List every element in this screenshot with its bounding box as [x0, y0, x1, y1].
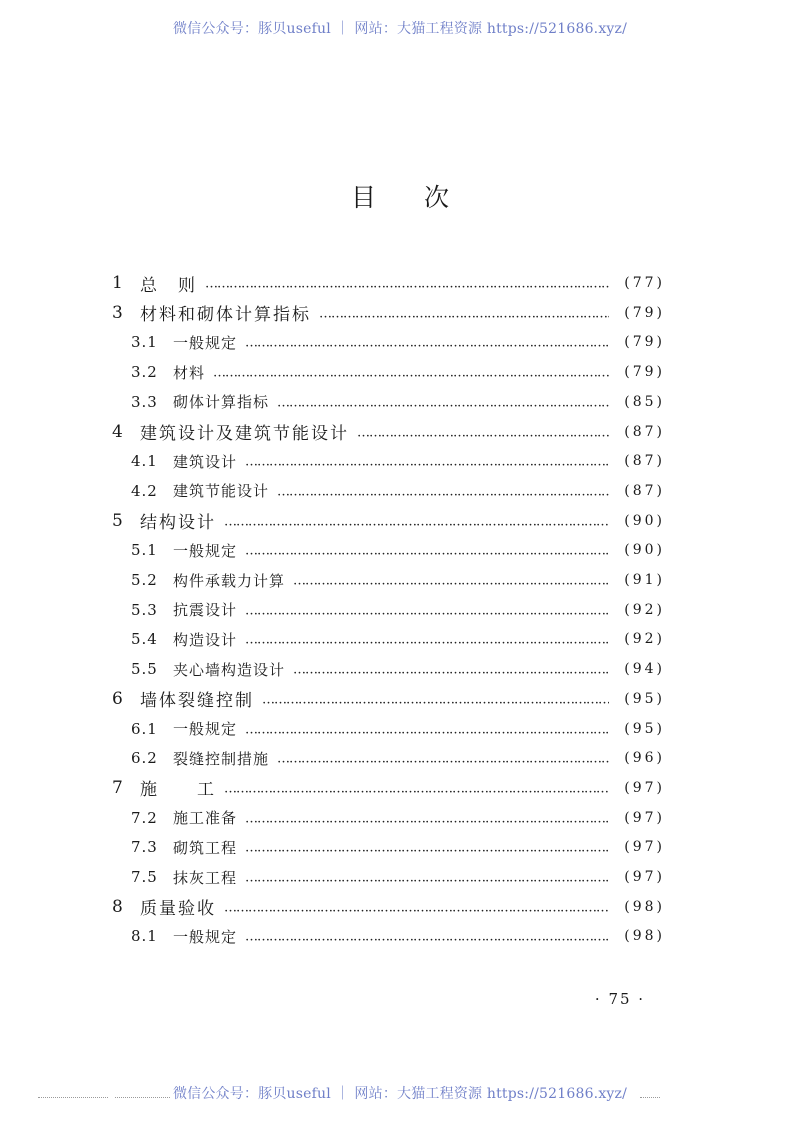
toc-dot-leader — [213, 357, 609, 387]
toc-entry[interactable] — [131, 535, 665, 565]
toc-entry-number: 3 — [112, 302, 124, 323]
toc-dot-leader — [205, 268, 609, 298]
toc-entry-title: 墙体裂缝控制 — [140, 691, 254, 712]
toc-entry-number: 4.1 — [131, 452, 158, 471]
toc-entry-title: 建筑节能设计 — [173, 482, 270, 501]
watermark-bottom: 微信公众号：豚贝useful ｜ 网站：大猫工程资源 https://521686.xyz/ — [172, 1086, 628, 1102]
toc-entry-number: 3.1 — [131, 333, 158, 352]
toc-entry-title: 一般规定 — [173, 927, 238, 946]
toc-entry-page: (85) — [624, 393, 665, 410]
toc-entry-page: (97) — [624, 779, 665, 796]
toc-entry[interactable] — [131, 595, 665, 625]
toc-dot-leader — [277, 743, 609, 773]
toc-dot-leader — [293, 565, 609, 595]
toc-entry-page: (97) — [624, 839, 665, 856]
toc-dot-leader — [245, 862, 609, 892]
toc-entry-number: 8.1 — [131, 927, 158, 946]
toc-entry-title: 施工准备 — [173, 809, 238, 828]
toc-entry[interactable] — [112, 298, 665, 328]
toc-entry-number: 5 — [112, 510, 124, 531]
toc-entry-title: 抗震设计 — [173, 601, 238, 620]
toc-entry[interactable] — [131, 624, 665, 654]
toc-entry[interactable] — [131, 565, 665, 595]
toc-entry-page: (95) — [624, 720, 665, 737]
toc-entry-number: 4.2 — [131, 481, 158, 500]
toc-entry-page: (98) — [624, 898, 665, 915]
toc-entry-title: 材料 — [173, 363, 206, 382]
toc-dot-leader — [293, 654, 609, 684]
toc-entry-number: 5.5 — [131, 660, 158, 679]
toc-entry-number: 5.2 — [131, 571, 158, 589]
toc-entry-title: 抹灰工程 — [173, 868, 238, 887]
toc-entry-number: 4 — [112, 421, 124, 442]
page-title: 目次 — [350, 183, 497, 212]
toc-dot-leader — [277, 476, 609, 506]
toc-entry-page: (92) — [624, 631, 665, 648]
toc-entry-title: 施 工 — [140, 780, 216, 801]
toc-entry-number: 6.1 — [131, 719, 158, 738]
toc-entry-title: 建筑设计 — [173, 452, 238, 471]
toc-dot-leader — [245, 803, 609, 833]
toc-entry-page: (77) — [624, 275, 665, 291]
toc-dot-leader — [245, 446, 609, 476]
toc-entry-title: 砌筑工程 — [173, 838, 238, 857]
toc-dot-leader — [245, 595, 609, 625]
toc-entry[interactable] — [131, 327, 665, 357]
toc-entry[interactable] — [112, 506, 665, 536]
toc-dot-leader — [277, 387, 609, 417]
toc-entry-page: (94) — [624, 661, 665, 678]
toc-entry[interactable] — [131, 357, 665, 387]
toc-entry[interactable] — [112, 892, 665, 922]
toc-entry-number: 7.3 — [131, 838, 158, 857]
toc-entry-number: 7.2 — [131, 808, 158, 827]
toc-entry-number: 5.3 — [131, 600, 158, 619]
toc-dot-leader — [319, 298, 609, 328]
toc-dot-leader — [245, 327, 609, 357]
toc-entry-number: 5.4 — [131, 630, 158, 649]
toc-entry[interactable] — [131, 387, 665, 417]
toc-dot-leader — [245, 714, 609, 744]
toc-entry[interactable] — [112, 773, 665, 803]
toc-entry-page: (97) — [624, 869, 665, 885]
toc-entry-number: 3.2 — [131, 363, 158, 382]
toc-entry-title: 材料和砌体计算指标 — [140, 305, 311, 326]
toc-entry-number: 3.3 — [131, 392, 158, 411]
toc-entry[interactable] — [131, 654, 665, 684]
toc-dot-leader — [224, 506, 609, 536]
toc-entry-page: (97) — [624, 809, 665, 826]
toc-entry[interactable] — [131, 862, 665, 892]
toc-entry-title: 一般规定 — [173, 333, 238, 352]
toc-entry[interactable] — [112, 268, 665, 298]
toc-entry-page: (98) — [624, 928, 665, 945]
toc-entry-page: (91) — [624, 572, 665, 588]
toc-entry-title: 质量验收 — [140, 899, 216, 920]
toc-dot-leader — [224, 773, 609, 803]
toc-entry-number: 6 — [112, 688, 124, 709]
watermark-top: 微信公众号：豚贝useful ｜ 网站：大猫工程资源 https://521686.xyz/ — [172, 21, 628, 37]
toc-dot-leader — [245, 921, 609, 951]
toc-dot-leader — [357, 417, 609, 447]
toc-entry-page: (96) — [624, 750, 665, 767]
toc-entry-number: 7 — [112, 777, 124, 798]
toc-entry-page: (95) — [624, 690, 665, 707]
toc-entry[interactable] — [131, 803, 665, 833]
toc-entry-number: 6.2 — [131, 749, 158, 768]
toc-entry-page: (92) — [624, 601, 665, 618]
toc-entry-number: 5.1 — [131, 541, 158, 560]
toc-dot-leader — [262, 684, 609, 714]
toc-dot-leader — [224, 892, 609, 922]
toc-entry-page: (87) — [624, 453, 665, 470]
toc-entry-title: 一般规定 — [173, 720, 238, 738]
toc-entry-number: 7.5 — [131, 868, 158, 886]
toc-entry-number: 8 — [112, 896, 124, 917]
toc-entry[interactable] — [131, 714, 665, 744]
toc-entry-title: 结构设计 — [140, 513, 216, 534]
toc-entry-title: 裂缝控制措施 — [173, 749, 270, 768]
toc-dot-leader — [245, 535, 609, 565]
toc-entry[interactable] — [131, 743, 665, 773]
page-number: · 75 · — [594, 990, 646, 1008]
toc-entry-title: 总 则 — [140, 275, 197, 296]
toc-entry-page: (90) — [624, 542, 665, 559]
toc-entry-page: (90) — [624, 512, 665, 529]
toc-entry[interactable] — [112, 684, 665, 714]
toc-dot-leader — [245, 624, 609, 654]
toc-entry-title: 砌体计算指标 — [173, 393, 270, 412]
toc-entry[interactable] — [131, 921, 665, 951]
toc-entry[interactable] — [131, 446, 665, 476]
toc-entry[interactable] — [131, 476, 665, 506]
toc-entry[interactable] — [131, 832, 665, 862]
toc-entry-title: 建筑设计及建筑节能设计 — [140, 424, 349, 444]
toc-entry-title: 构件承载力计算 — [173, 571, 286, 590]
toc-entry[interactable] — [112, 417, 665, 447]
toc-dot-leader — [245, 832, 609, 862]
toc-entry-title: 一般规定 — [173, 541, 238, 560]
toc-entry-page: (79) — [624, 304, 665, 321]
toc-entry-page: (87) — [624, 482, 665, 499]
toc-entry-page: (87) — [624, 423, 665, 440]
toc-entry-number: 1 — [112, 273, 124, 293]
toc-entry-page: (79) — [624, 334, 665, 351]
toc-entry-title: 夹心墙构造设计 — [173, 660, 286, 679]
toc-entry-title: 构造设计 — [173, 630, 238, 649]
toc-entry-page: (79) — [624, 364, 665, 381]
